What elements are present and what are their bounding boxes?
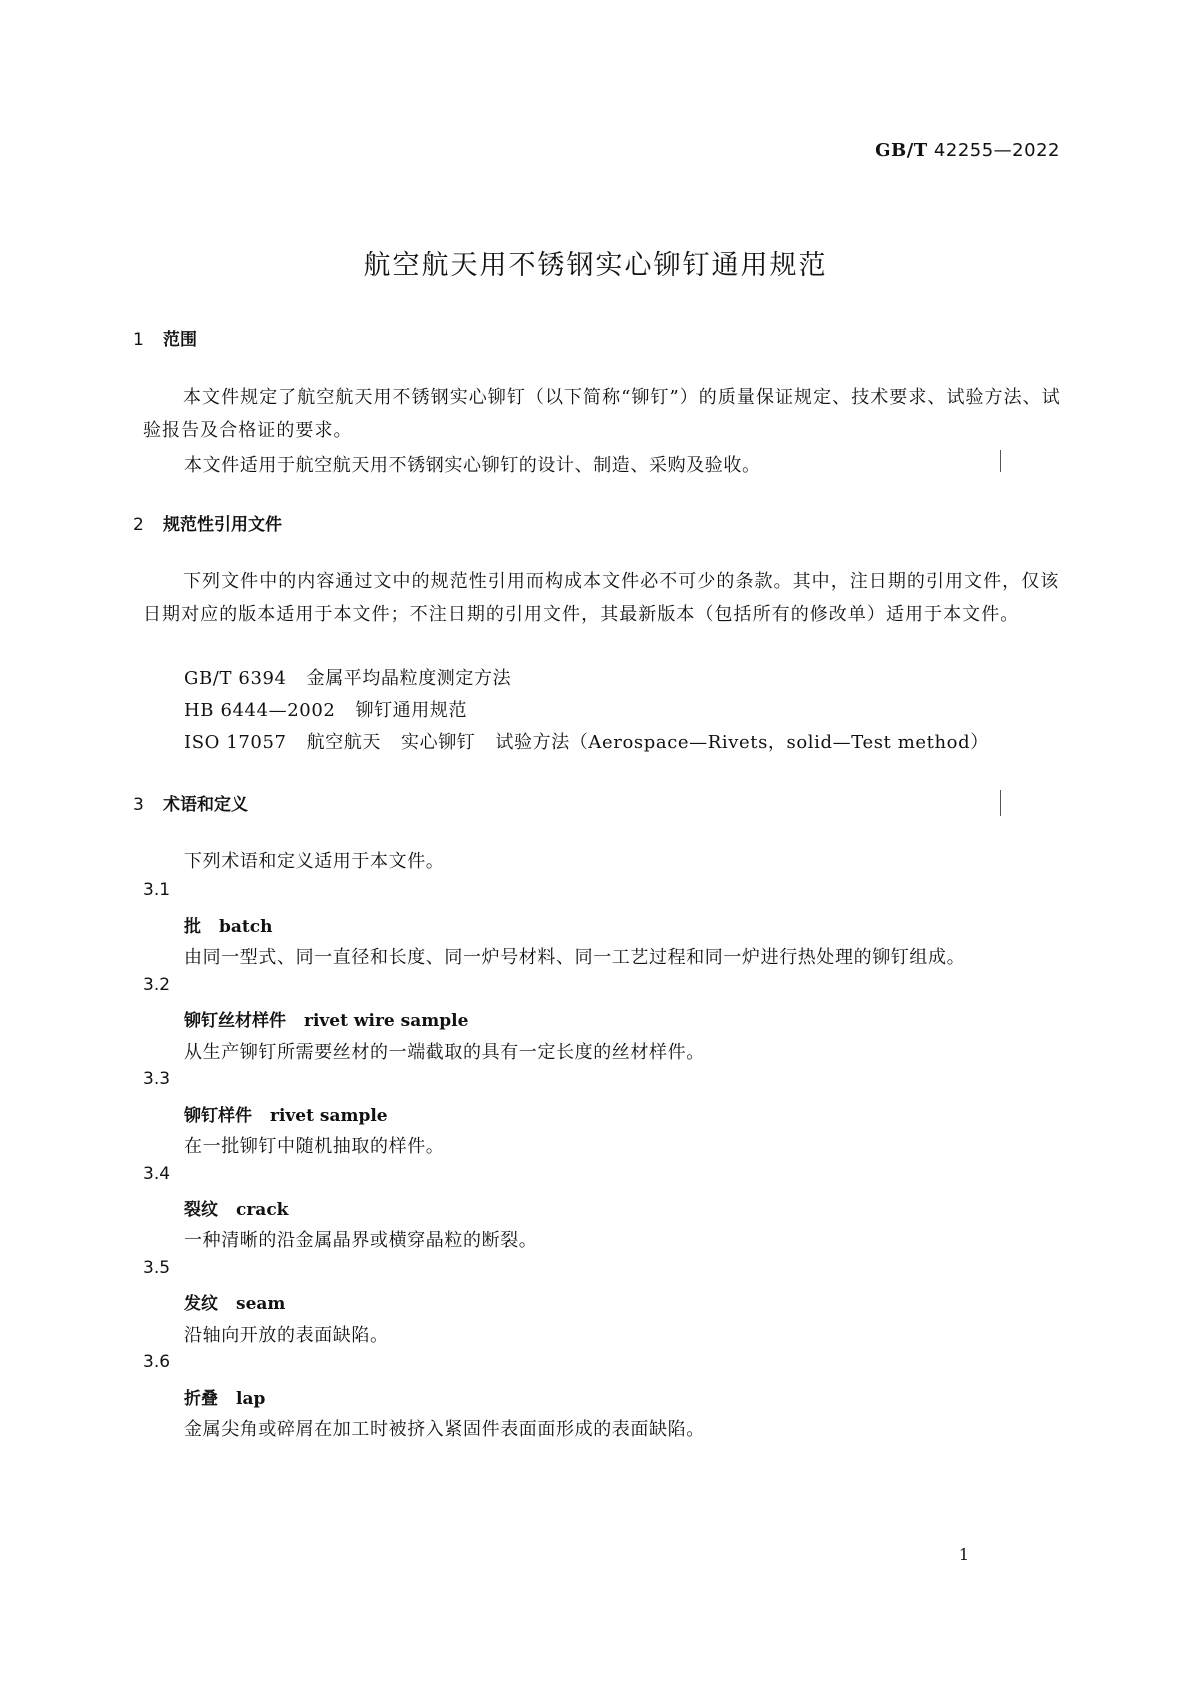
document-title: 航空航天用不锈钢实心铆钉通用规范 (363, 250, 828, 281)
reference-code: ISO 17057 (184, 732, 287, 753)
section-3-intro: 下列术语和定义适用于本文件。 (184, 851, 445, 872)
reference-title: 金属平均晶粒度测定方法 (306, 668, 512, 689)
change-bar (1000, 790, 1001, 816)
section-2-heading (133, 510, 282, 535)
section-number: 1 (133, 330, 144, 350)
section-number: 2 (133, 515, 144, 535)
reference-title: 铆钉通用规范 (355, 700, 468, 721)
term-heading (184, 1195, 288, 1220)
term-zh: 裂纹 (184, 1200, 218, 1220)
term-definition: 沿轴向开放的表面缺陷。 (184, 1325, 389, 1346)
term-number: 3.1 (143, 880, 171, 900)
term-heading (184, 1384, 265, 1409)
term-heading (184, 912, 272, 937)
term-definition: 由同一型式、同一直径和长度、同一炉号材料、同一工艺过程和同一炉进行热处理的铆钉组成。 (184, 947, 966, 968)
term-number: 3.6 (143, 1352, 171, 1372)
term-definition: 从生产铆钉所需要丝材的一端截取的具有一定长度的丝材样件。 (184, 1042, 705, 1063)
term-en: rivet sample (270, 1106, 388, 1126)
reference-title-part-a: 航空航天 (306, 732, 381, 753)
change-bar (1000, 450, 1001, 472)
term-zh: 铆钉样件 (184, 1106, 252, 1126)
term-en: batch (219, 917, 273, 937)
term-heading (184, 1101, 388, 1126)
term-en: lap (236, 1389, 266, 1409)
standard-code: 42255—2022 (933, 140, 1060, 161)
reference-code: HB 6444—2002 (184, 700, 336, 721)
page-number: 1 (958, 1545, 969, 1564)
standard-prefix: GB/T (875, 140, 928, 161)
section-number: 3 (133, 795, 144, 815)
term-en: seam (236, 1294, 286, 1314)
term-en: rivet wire sample (304, 1011, 469, 1031)
term-heading (184, 1006, 468, 1031)
section-1-paragraph-2: 本文件适用于航空航天用不锈钢实心铆钉的设计、制造、采购及验收。 (184, 455, 761, 476)
reference-item (184, 728, 989, 754)
reference-item (184, 696, 467, 722)
section-title: 范围 (163, 330, 197, 350)
term-number: 3.3 (143, 1069, 171, 1089)
term-number: 3.5 (143, 1258, 171, 1278)
reference-code: GB/T 6394 (184, 668, 287, 689)
term-en: crack (236, 1200, 289, 1220)
term-definition: 在一批铆钉中随机抽取的样件。 (184, 1136, 445, 1157)
term-zh: 批 (184, 917, 201, 937)
term-number: 3.2 (143, 975, 171, 995)
term-number: 3.4 (143, 1164, 171, 1184)
reference-title-part-c: 试验方法（Aerospace—Rivets，solid—Test method） (495, 732, 989, 753)
reference-item (184, 664, 511, 690)
term-zh: 折叠 (184, 1389, 218, 1409)
term-zh: 发纹 (184, 1294, 218, 1314)
section-3-heading (133, 790, 248, 815)
reference-title-part-b: 实心铆钉 (401, 732, 476, 753)
section-2-paragraph-1: 下列文件中的内容通过文中的规范性引用而构成本文件必不可少的条款。其中，注日期的引用文件，仅该日期对应的版本适用于本文件；不注日期的引用文件，其最新版本（包括所有的修改单）适用于本文件。 (143, 571, 1060, 625)
section-title: 规范性引用文件 (163, 515, 282, 535)
term-definition: 一种清晰的沿金属晶界或横穿晶粒的断裂。 (184, 1230, 538, 1251)
term-definition: 金属尖角或碎屑在加工时被挤入紧固件表面面形成的表面缺陷。 (184, 1419, 705, 1440)
section-1-paragraph-1: 本文件规定了航空航天用不锈钢实心铆钉（以下简称“铆钉”）的质量保证规定、技术要求、试验方法、试验报告及合格证的要求。 (143, 387, 1061, 441)
section-title: 术语和定义 (163, 795, 248, 815)
section-1-heading (133, 325, 197, 350)
standard-number (875, 140, 1060, 161)
term-zh: 铆钉丝材样件 (184, 1011, 286, 1031)
term-heading (184, 1289, 285, 1314)
